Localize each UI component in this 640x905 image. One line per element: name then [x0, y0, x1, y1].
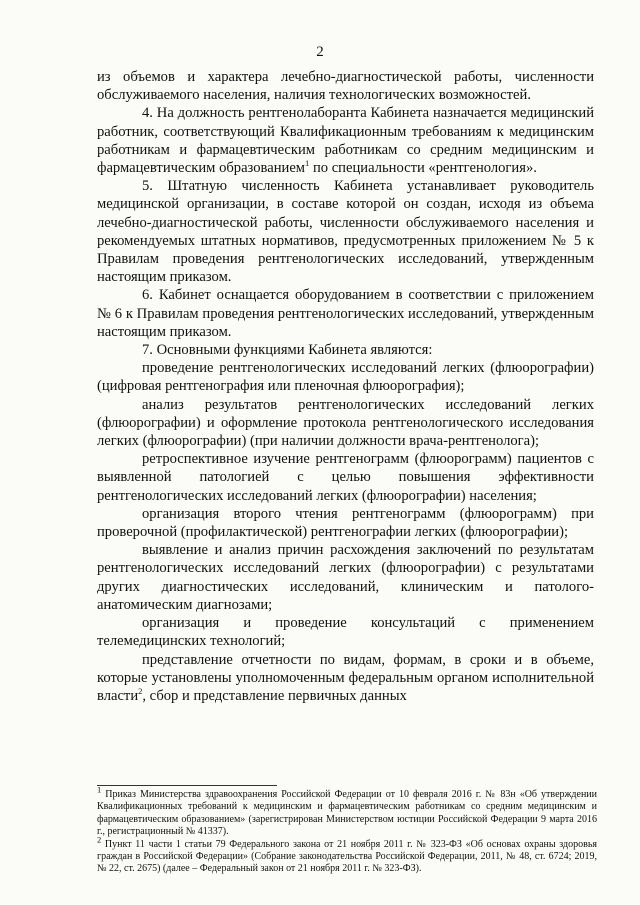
- footnote-ref-2: 2: [138, 686, 143, 697]
- footnote-2: [97, 834, 597, 876]
- function-item: организация второго чтения рентгенограмм (флюорограмм) при проверочной (профилактической) рентгенографии легких (флюорографии);: [97, 505, 594, 541]
- footnote-ref-1: 1: [305, 158, 310, 169]
- footnote-mark-1: 1: [97, 784, 102, 795]
- paragraph-7: 7. Основными функциями Кабинета являются:: [142, 342, 433, 359]
- function-item-text-end: , сбор и представление первичных данных: [142, 687, 407, 704]
- paragraph-6: 6. Кабинет оснащается оборудованием в соответствии с приложением № 6 к Правилам проведения рентгенологических исследований, утвержденным настоящим приказом.: [97, 287, 594, 340]
- paragraph-5: 5. Штатную численность Кабинета устанавливает руководитель медицинской организации, в составе которой он создан, исходя из объема лечебно-диагностической работы, численности обслуживаемого населения и рекомендуемых штатных нормативов, предусмотренных приложением № 5 к Правилам проведения рентгенологических исследований, утвержденным настоящим приказом.: [97, 178, 594, 286]
- function-item: организация и проведение консультаций с применением телемедицинских технологий;: [97, 615, 594, 650]
- document-body: [97, 68, 594, 705]
- paragraph-4: [97, 104, 594, 177]
- paragraph-4-text: 4. На должность рентгенолаборанта Кабинета назначается медицинский работник, соответствующий Квалификационным требованиям к медицинским работникам и фармацевтическим работникам со средним медицинским и фармацевтическим образованием: [97, 105, 594, 177]
- footnote-mark-2: 2: [97, 834, 102, 845]
- function-item: ретроспективное изучение рентгенограмм (флюорограмм) пациентов с выявленной патологией с целью повышения эффективности рентгенологических исследований легких (флюорографии) населения;: [97, 451, 594, 504]
- footnotes: [97, 784, 597, 876]
- function-item: проведение рентгенологических исследований легких (флюорографии) (цифровая рентгенография или пленочная флюорография);: [97, 360, 594, 395]
- paragraph-4-text-end: по специальности «рентгенология».: [309, 160, 537, 177]
- function-item: выявление и анализ причин расхождения заключений по результатам рентгенологических исследований легких (флюорографии) с результатами других диагностических исследований, клиническим и патолого-анатомическим диагнозами;: [97, 542, 594, 613]
- function-item: анализ результатов рентгенологических исследований легких (флюорографии) и оформление протокола рентгенологического исследования легких (флюорографии) (при наличии должности врача-рентгенолога);: [97, 396, 594, 450]
- footnote-1-text: Приказ Министерства здравоохранения Российской Федерации от 10 февраля 2016 г. № 83н «Об утверждении Квалификационных требований к медицинским и фармацевтическим работникам со средним медицинским и фармацевтическим образованием» (зарегистрирован Министерством юстиции Российской Федерации 9 марта 2016 г., регистрационный № 41337).: [97, 789, 597, 838]
- footnote-2-text: Пункт 11 части 1 статьи 79 Федерального закона от 21 ноября 2011 г. № 323-ФЗ «Об основах охраны здоровья граждан в Российской Федерации» (Собрание законодательства Российской Федерации, 2011, № 48, ст. 6724; 2019, № 22, ст. 2675) (далее – Федеральный закон от 21 ноября 2011 г. № 323-ФЗ).: [97, 838, 597, 875]
- footnote-divider: [97, 785, 277, 786]
- paragraph-continuation: из объемов и характера лечебно-диагностической работы, численности обслуживаемого населения, наличия технологических возможностей.: [97, 69, 594, 104]
- function-item: [97, 651, 594, 706]
- page-number: 2: [316, 44, 324, 60]
- footnote-1: [97, 784, 597, 839]
- function-item-text: представление отчетности по видам, формам, в сроки и в объеме, которые установлены уполномоченным федеральным органом исполнительной власти: [97, 651, 594, 704]
